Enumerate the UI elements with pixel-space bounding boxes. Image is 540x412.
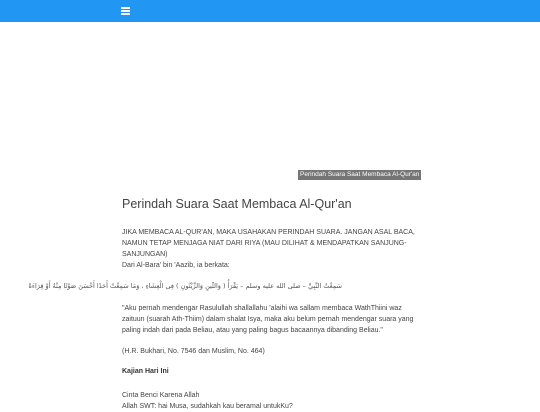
hamburger-menu-icon[interactable]: [120, 5, 132, 16]
article-title: Perindah Suara Saat Membaca Al-Qur'an: [122, 197, 352, 211]
section-heading: Kajian Hari Ini: [122, 368, 169, 375]
article-intro: JIKA MEMBACA AL-QUR'AN, MAKA USAHAKAN PERINDAH SUARA. JANGAN ASAL BACA, NAMUN TETAP MENJAGA NIAT DARI RIYA (MAU DILIHAT & MENDAPATKAN SANJUNG-SANJUNGAN): [122, 229, 415, 258]
top-app-bar: [0, 0, 540, 22]
hadith-translation: "Aku pernah mendengar Rasulullah shallallahu 'alaihi wa sallam membaca WathThiini waz zaituun (suarah Ath-Thiim) dalam shalat Isya, maka aku belum pernah mendengar suara yang paling indah dari pada Beliau, atau yang paling bagus bacaannya dibanding Beliau.": [122, 305, 414, 334]
article-line: Cinta Benci Karena Allah: [122, 392, 200, 399]
article-line: Allah SWT: hai Musa, sudahkah kau beramal untukKu?: [122, 403, 293, 410]
hadith-narrator: Dari Al-Bara' bin 'Aazib, ia berkata:: [122, 262, 230, 269]
hero-image: [0, 22, 540, 182]
article: [28, 196, 422, 410]
menu-line: [121, 13, 130, 15]
hero-caption: Perindah Suara Saat Membaca Al-Qur'an: [300, 171, 420, 178]
menu-line: [121, 7, 130, 9]
hadith-arabic-text: سَمِعْتُ النَّبِيَّ – صلى الله عليه وسلم – يَقْرَأُ ( وَالتِّينِ وَالزَّيْتُونِ ) فِى الْعِشَاءِ ، وَمَا سَمِعْتُ أَحَدًا أَحْسَنَ صَوْتًا مِنْهُ أَوْ قِرَاءَةً: [28, 282, 342, 290]
menu-line: [121, 10, 130, 12]
hadith-source: (H.R. Bukhari, No. 7546 dan Muslim, No. 464): [122, 348, 265, 355]
